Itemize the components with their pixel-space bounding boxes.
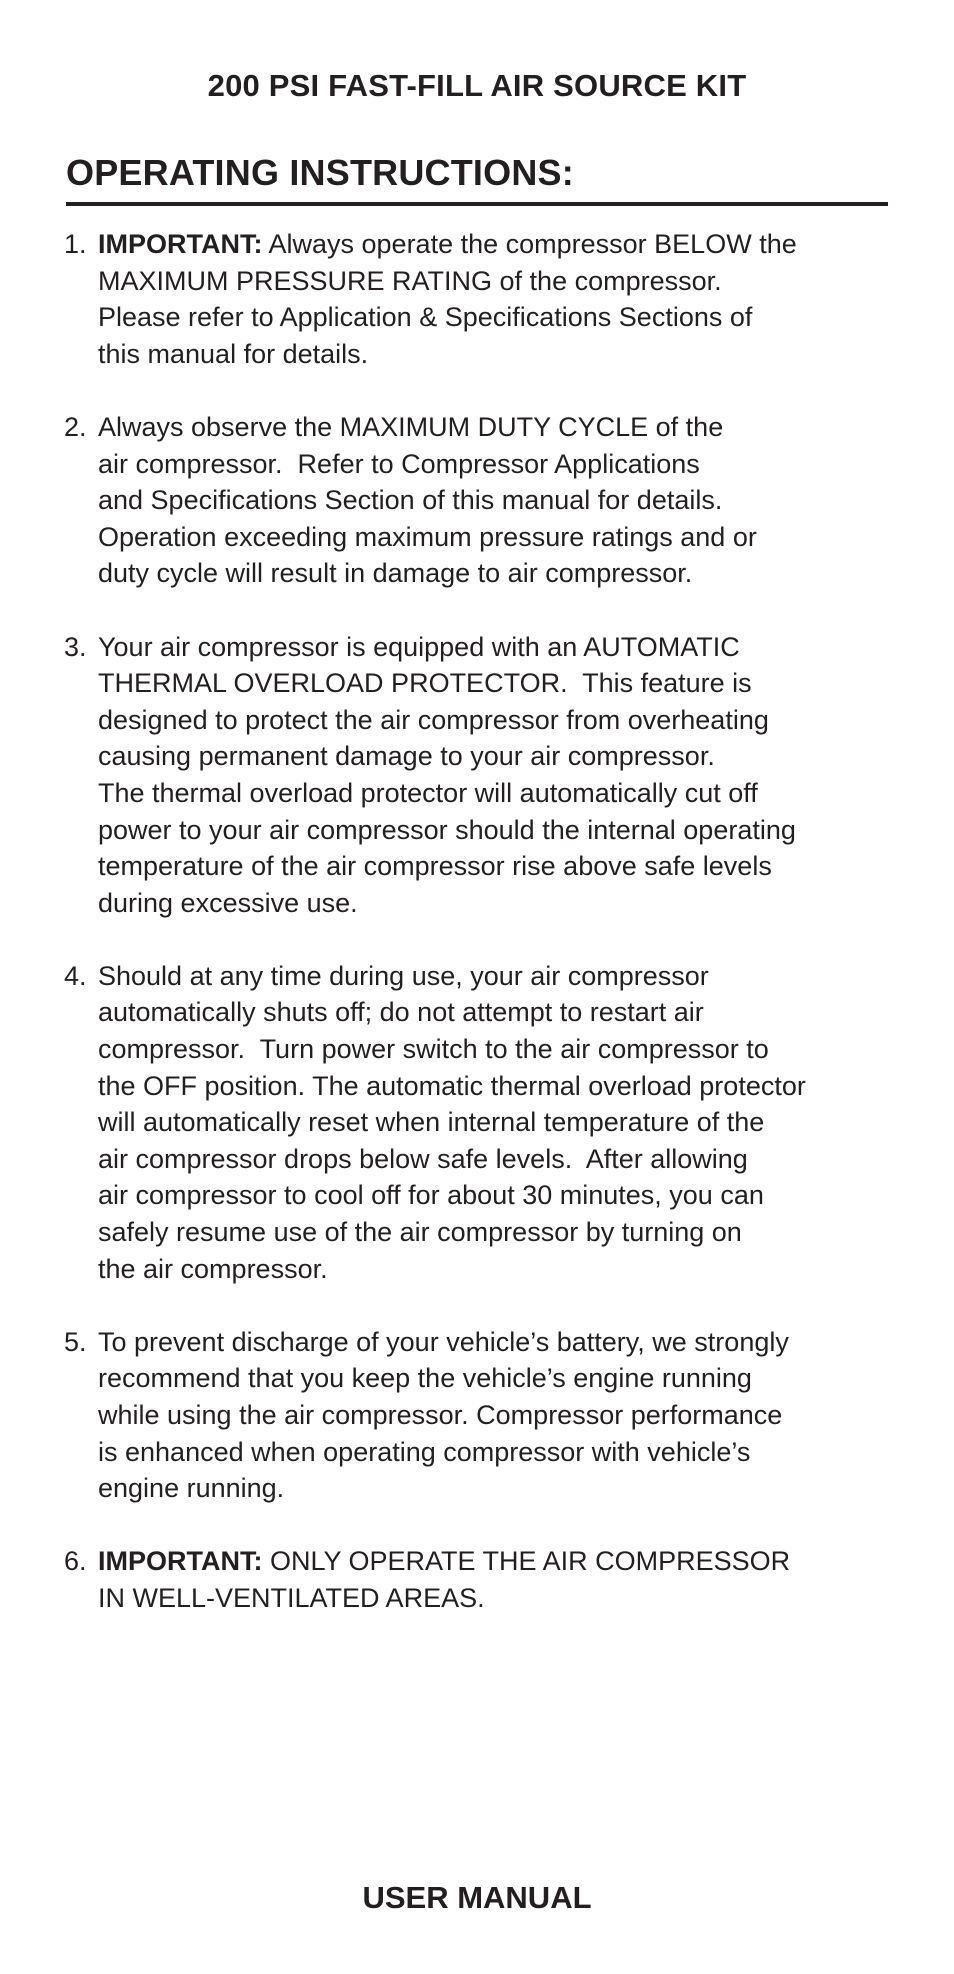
instruction-list — [64, 226, 894, 1653]
instruction-line: Operation exceeding maximum pressure ratings and or — [98, 521, 757, 552]
instruction-number: 4. — [64, 960, 87, 991]
instruction-line: will automatically reset when internal temperature of the — [98, 1107, 765, 1138]
instruction-line: IN WELL-VENTILATED AREAS. — [98, 1582, 485, 1613]
instruction-line: this manual for details. — [98, 338, 369, 369]
instruction-line: air compressor drops below safe levels. After allowing — [98, 1143, 748, 1174]
instruction-line: THERMAL OVERLOAD PROTECTOR. This feature is — [98, 668, 752, 699]
instruction-text: Always operate the compressor BELOW the — [262, 229, 797, 259]
instruction-line: air compressor to cool off for about 30 minutes, you can — [98, 1180, 764, 1211]
instruction-item-5 — [64, 1324, 894, 1507]
instruction-line: MAXIMUM PRESSURE RATING of the compressor. — [98, 265, 722, 296]
instruction-line: designed to protect the air compressor from overheating — [98, 704, 769, 735]
instruction-line: during excessive use. — [98, 887, 358, 918]
instruction-number: 1. — [64, 229, 87, 259]
instruction-line: Your air compressor is equipped with an AUTOMATIC — [98, 631, 740, 662]
instruction-item-4 — [64, 958, 894, 1287]
instruction-item-1 — [64, 226, 894, 372]
instruction-number: 6. — [64, 1546, 87, 1577]
instruction-item-2 — [64, 409, 894, 592]
instruction-line — [98, 1543, 894, 1580]
instruction-line: duty cycle will result in damage to air compressor. — [98, 558, 693, 589]
instruction-item-3 — [64, 629, 894, 922]
important-label: IMPORTANT: — [98, 1546, 263, 1577]
instruction-line: recommend that you keep the vehicle’s engine running — [98, 1363, 752, 1394]
instruction-text: ONLY OPERATE THE AIR COMPRESSOR — [262, 1546, 791, 1577]
instruction-line: causing permanent damage to your air compressor. — [98, 741, 715, 772]
instruction-line: safely resume use of the air compressor by turning on — [98, 1217, 742, 1248]
footer-title: USER MANUAL — [362, 1880, 592, 1915]
instruction-line: Always observe the MAXIMUM DUTY CYCLE of the — [98, 411, 724, 442]
instruction-line: the OFF position. The automatic thermal overload protector — [98, 1070, 806, 1101]
instruction-line — [98, 226, 894, 263]
instruction-number: 5. — [64, 1326, 87, 1357]
document-title: 200 PSI FAST-FILL AIR SOURCE KIT — [207, 68, 747, 103]
instruction-line: The thermal overload protector will automatically cut off — [98, 777, 758, 808]
instruction-line: Please refer to Application & Specifications Sections of — [98, 302, 753, 333]
instruction-line: is enhanced when operating compressor with vehicle’s — [98, 1436, 751, 1467]
instruction-line: air compressor. Refer to Compressor Applications — [98, 448, 700, 479]
important-label: IMPORTANT: — [98, 229, 263, 259]
instruction-line: temperature of the air compressor rise above safe levels — [98, 851, 772, 882]
instruction-line: automatically shuts off; do not attempt to restart air — [98, 997, 704, 1028]
instruction-line: power to your air compressor should the internal operating — [98, 814, 796, 845]
instruction-number: 3. — [64, 631, 87, 662]
instruction-line: engine running. — [98, 1473, 285, 1504]
instruction-line: the air compressor. — [98, 1253, 328, 1284]
instruction-line: To prevent discharge of your vehicle’s battery, we strongly — [98, 1326, 789, 1357]
heading-divider — [66, 202, 888, 206]
instruction-line: while using the air compressor. Compressor performance — [98, 1400, 783, 1430]
section-heading: OPERATING INSTRUCTIONS: — [66, 152, 574, 193]
instruction-line: compressor. Turn power switch to the air compressor to — [98, 1034, 769, 1065]
instruction-item-6 — [64, 1543, 894, 1616]
instruction-line: Should at any time during use, your air compressor — [98, 960, 709, 991]
instruction-number: 2. — [64, 411, 87, 442]
instruction-line: and Specifications Section of this manual for details. — [98, 485, 723, 516]
